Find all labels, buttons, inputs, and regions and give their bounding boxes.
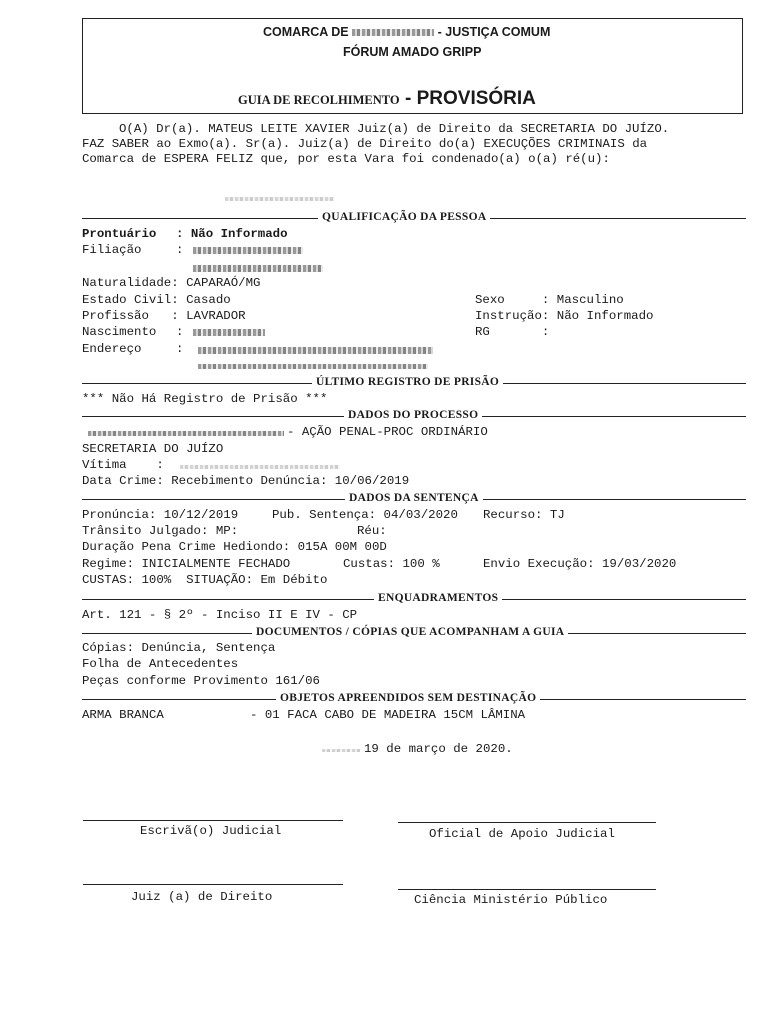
guia-label: GUIA DE RECOLHIMENTO	[238, 93, 400, 107]
section-prisao	[82, 376, 746, 390]
section-title-prisao: ÚLTIMO REGISTRO DE PRISÃO	[312, 376, 503, 388]
signature-juiz: Juiz (a) de Direito	[131, 890, 273, 904]
sexo: Sexo : Masculino	[475, 293, 624, 307]
objeto-tipo: ARMA BRANCA	[82, 708, 164, 722]
forum-name: FÓRUM AMADO GRIPP	[343, 45, 482, 59]
prisao-text: *** Não Há Registro de Prisão ***	[82, 392, 328, 406]
signature-line-ministerio	[398, 889, 656, 890]
vitima-label: Vítima :	[82, 458, 164, 472]
section-title-enquadramentos: ENQUADRAMENTOS	[374, 592, 502, 604]
pub-sentenca: Pub. Sentença: 04/03/2020	[272, 508, 458, 522]
documento-item: Cópias: Denúncia, Sentença	[82, 641, 276, 655]
section-processo	[82, 409, 746, 423]
date-line: 19 de março de 2020.	[364, 742, 513, 756]
endereco-colon: :	[176, 342, 184, 356]
custas-situacao: CUSTAS: 100% SITUAÇÃO: Em Débito	[82, 573, 328, 587]
section-title-qualificacao: QUALIFICAÇÃO DA PESSOA	[318, 211, 490, 223]
data-crime: Data Crime: Recebimento Denúncia: 10/06/2019	[82, 474, 410, 488]
redacted-filiacao-2	[193, 265, 323, 272]
custas: Custas: 100 %	[343, 557, 440, 571]
duracao-pena: Duração Pena Crime Hediondo: 015A 00M 00D	[82, 540, 387, 554]
redacted-city	[322, 749, 360, 752]
redacted-comarca	[352, 29, 434, 36]
nascimento-colon: :	[176, 325, 184, 339]
nascimento-label: Nascimento	[82, 325, 157, 339]
secretaria: SECRETARIA DO JUÍZO	[82, 442, 224, 456]
section-qualificacao	[82, 211, 746, 225]
redacted-process-number	[88, 431, 284, 436]
signature-line-escriva	[83, 820, 343, 821]
comarca-suffix: - JUSTIÇA COMUM	[437, 25, 551, 39]
redacted-endereco-2	[198, 364, 428, 369]
rg: RG :	[475, 325, 550, 339]
section-title-objetos: OBJETOS APREENDIDOS SEM DESTINAÇÃO	[276, 692, 540, 704]
naturalidade: Naturalidade: CAPARAÓ/MG	[82, 276, 261, 290]
comarca-line	[263, 25, 550, 39]
section-enquadramentos	[82, 592, 746, 606]
profissao: Profissão : LAVRADOR	[82, 309, 246, 323]
intro-line-2: FAZ SABER ao Exmo(a). Sr(a). Juiz(a) de Direito do(a) EXECUÇÕES CRIMINAIS da	[82, 137, 648, 151]
endereco-label: Endereço	[82, 342, 142, 356]
pronuncia: Pronúncia: 10/12/2019	[82, 508, 239, 522]
filiacao-colon: :	[176, 243, 184, 257]
enquadramento-text: Art. 121 - § 2º - Inciso II E IV - CP	[82, 608, 358, 622]
redacted-endereco-1	[198, 347, 433, 354]
redacted-nascimento	[193, 329, 265, 336]
signature-line-oficial	[398, 822, 656, 823]
transito-julgado: Trânsito Julgado: MP:	[82, 524, 239, 538]
section-title-sentenca: DADOS DA SENTENÇA	[345, 492, 483, 504]
estado-civil: Estado Civil: Casado	[82, 293, 231, 307]
intro-line-3: Comarca de ESPERA FELIZ que, por esta Vara foi condenado(a) o(a) ré(u):	[82, 152, 610, 166]
redacted-defendant-name	[225, 197, 335, 201]
redacted-filiacao-1	[193, 247, 303, 254]
prontuario-value: : Não Informado	[176, 227, 288, 241]
signature-line-juiz	[83, 884, 343, 885]
objeto-descricao: - 01 FACA CABO DE MADEIRA 15CM LÂMINA	[250, 708, 526, 722]
regime: Regime: INICIALMENTE FECHADO	[82, 557, 291, 571]
section-objetos	[82, 692, 746, 706]
guia-type: - PROVISÓRIA	[405, 88, 536, 109]
acao-penal: - AÇÃO PENAL-PROC ORDINÁRIO	[287, 425, 488, 439]
section-title-processo: DADOS DO PROCESSO	[344, 409, 482, 421]
intro-line-1: O(A) Dr(a). MATEUS LEITE XAVIER Juiz(a) de Direito da SECRETARIA DO JUÍZO.	[119, 122, 670, 136]
signature-escriva: Escrivã(o) Judicial	[140, 824, 282, 838]
documento-item: Peças conforme Provimento 161/06	[82, 674, 320, 688]
reu: Réu:	[357, 524, 387, 538]
section-title-documentos: DOCUMENTOS / CÓPIAS QUE ACOMPANHAM A GUIA	[252, 626, 568, 638]
redacted-vitima	[180, 465, 340, 469]
documento-item: Folha de Antecedentes	[82, 657, 239, 671]
section-sentenca	[82, 492, 746, 506]
section-documentos	[82, 626, 746, 640]
filiacao-label: Filiação	[82, 243, 142, 257]
prontuario-label: Prontuário	[82, 227, 157, 241]
instrucao: Instrução: Não Informado	[475, 309, 654, 323]
signature-oficial: Oficial de Apoio Judicial	[429, 827, 615, 841]
recurso: Recurso: TJ	[483, 508, 565, 522]
comarca-prefix: COMARCA DE	[263, 25, 349, 39]
signature-ministerio: Ciência Ministério Público	[414, 893, 608, 907]
envio-execucao: Envio Execução: 19/03/2020	[483, 557, 677, 571]
